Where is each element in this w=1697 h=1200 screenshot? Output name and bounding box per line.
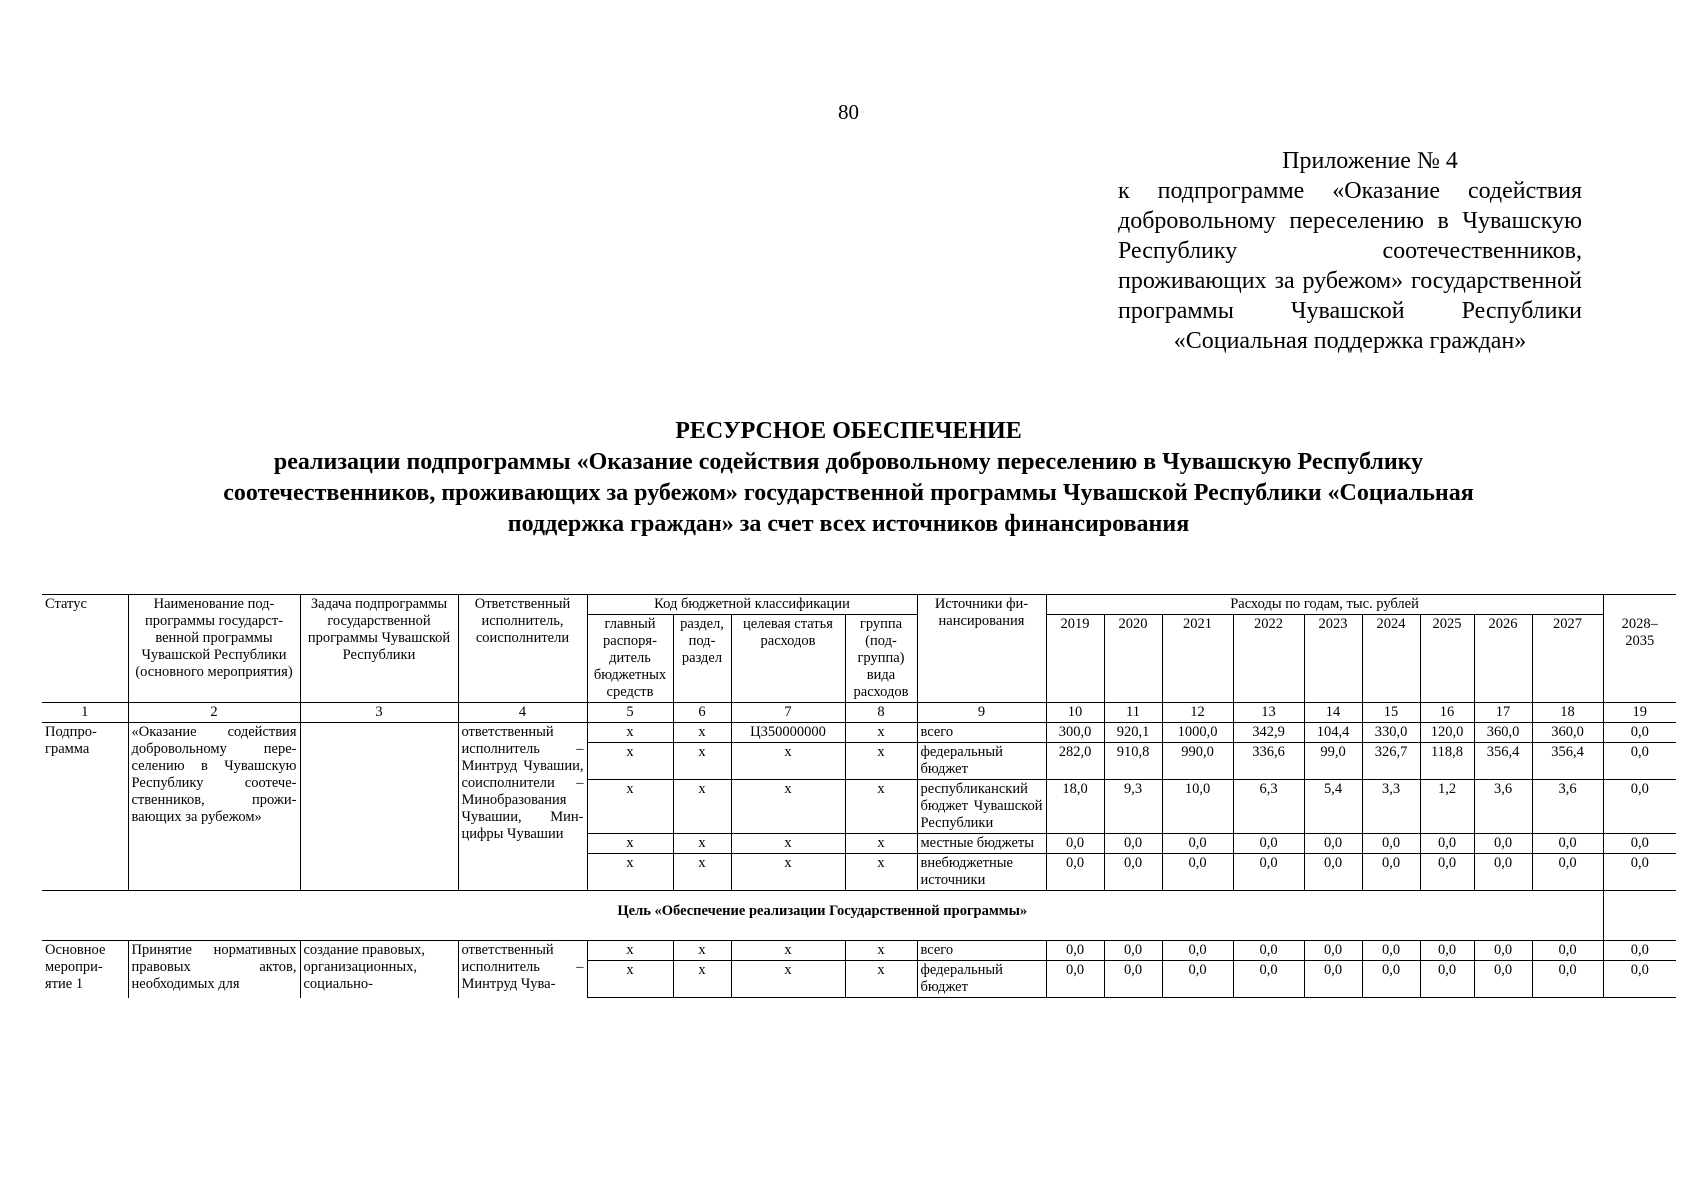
cell-value: 0,0 <box>1362 941 1420 961</box>
cell-value: 3,6 <box>1532 780 1603 834</box>
cell-value: 0,0 <box>1362 834 1420 854</box>
column-number: 8 <box>845 703 917 723</box>
cell-value: 0,0 <box>1162 834 1233 854</box>
header-expenses: Расходы по годам, тыс. рублей <box>1046 595 1603 615</box>
cell-source: внебюджетные источники <box>917 854 1046 891</box>
cell-value: 0,0 <box>1104 941 1162 961</box>
cell-section: x <box>673 780 731 834</box>
event-status: Основное мероприятие 1 <box>42 941 128 998</box>
cell-value: 360,0 <box>1474 723 1532 743</box>
cell-target-article: x <box>731 854 845 891</box>
header-year: 2021 <box>1162 615 1233 703</box>
cell-manager: x <box>587 961 673 998</box>
column-number: 14 <box>1304 703 1362 723</box>
column-number: 11 <box>1104 703 1162 723</box>
cell-value: 104,4 <box>1304 723 1362 743</box>
document-subtitle: реализации подпрограммы «Оказание содействия добровольному переселению в Чувашскую Республику соотечественников, проживающих за рубежом» государственной программы Чувашской Республики «Социальная поддержка граждан» за счет всех источников финансирования <box>223 449 1474 537</box>
header-main-manager: главный распорядитель бюджетных средств <box>587 615 673 703</box>
cell-value: 0,0 <box>1532 961 1603 998</box>
event-name: Принятие нормативных правовых актов, необходимых для <box>128 941 300 998</box>
subprogram-executor: ответственный исполнитель – Минтруд Чувашии, соисполнители – Минобразования Чувашии, Минцифры Чувашии <box>458 723 587 891</box>
header-executor: Ответственный исполнитель, соисполнители <box>458 595 587 703</box>
page-number: 80 <box>838 100 859 124</box>
cell-section: x <box>673 941 731 961</box>
column-number: 10 <box>1046 703 1104 723</box>
column-number: 7 <box>731 703 845 723</box>
cell-value: 1,2 <box>1420 780 1474 834</box>
cell-value: 282,0 <box>1046 743 1104 780</box>
column-number: 4 <box>458 703 587 723</box>
column-number: 19 <box>1603 703 1676 723</box>
header-year: 2028–2035 <box>1603 615 1676 703</box>
appendix-block <box>1118 146 1582 356</box>
cell-value: 5,4 <box>1304 780 1362 834</box>
table-row <box>42 723 1676 743</box>
goal-row <box>42 891 1676 941</box>
cell-target-article: x <box>731 961 845 998</box>
cell-section: x <box>673 723 731 743</box>
cell-value: 300,0 <box>1046 723 1104 743</box>
cell-group: x <box>845 780 917 834</box>
subprogram-name: «Оказание содействия добровольному переселению в Чувашскую Республику соотечественников, проживающих за рубежом» <box>128 723 300 891</box>
cell-value: 18,0 <box>1046 780 1104 834</box>
cell-manager: x <box>587 780 673 834</box>
cell-manager: x <box>587 723 673 743</box>
header-year: 2023 <box>1304 615 1362 703</box>
cell-value: 3,6 <box>1474 780 1532 834</box>
cell-value: 1000,0 <box>1162 723 1233 743</box>
column-number: 5 <box>587 703 673 723</box>
cell-source: федеральный бюджет <box>917 961 1046 998</box>
column-number: 2 <box>128 703 300 723</box>
header-target-article: целевая статья расходов <box>731 615 845 703</box>
header-year: 2022 <box>1233 615 1304 703</box>
cell-value: 0,0 <box>1603 743 1676 780</box>
cell-group: x <box>845 941 917 961</box>
document-title-main: РЕСУРСНОЕ ОБЕСПЕЧЕНИЕ <box>675 418 1022 444</box>
cell-value: 0,0 <box>1474 834 1532 854</box>
cell-source: местные бюджеты <box>917 834 1046 854</box>
cell-target-article: x <box>731 743 845 780</box>
cell-value: 0,0 <box>1420 941 1474 961</box>
cell-value: 360,0 <box>1532 723 1603 743</box>
cell-section: x <box>673 834 731 854</box>
cell-target-article: x <box>731 941 845 961</box>
column-number: 3 <box>300 703 458 723</box>
cell-value: 0,0 <box>1474 854 1532 891</box>
cell-group: x <box>845 961 917 998</box>
appendix-body: к подпрограмме «Оказание содействия добровольному переселению в Чувашскую Республику соотечественников, проживающих за рубежом» государственной программы Чувашской Республики «Социальная поддержка граждан» <box>1118 178 1582 354</box>
header-row-1 <box>42 595 1676 615</box>
header-year: 2019 <box>1046 615 1104 703</box>
cell-value: 342,9 <box>1233 723 1304 743</box>
subprogram-status: Подпрограмма <box>42 723 128 891</box>
column-number: 15 <box>1362 703 1420 723</box>
appendix-title: Приложение № 4 <box>1282 148 1458 174</box>
cell-value: 356,4 <box>1532 743 1603 780</box>
resource-table <box>42 594 1676 998</box>
header-name: Наименование подпрограммы государственной программы Чувашской Республики (основного мероприятия) <box>128 595 300 703</box>
cell-section: x <box>673 961 731 998</box>
cell-target-article: x <box>731 780 845 834</box>
header-year: 2020 <box>1104 615 1162 703</box>
header-expenses-blank <box>1603 595 1676 615</box>
header-year: 2024 <box>1362 615 1420 703</box>
cell-value: 0,0 <box>1233 854 1304 891</box>
cell-value: 120,0 <box>1420 723 1474 743</box>
cell-value: 0,0 <box>1532 941 1603 961</box>
cell-manager: x <box>587 941 673 961</box>
cell-value: 0,0 <box>1474 941 1532 961</box>
cell-value: 0,0 <box>1046 961 1104 998</box>
column-number: 13 <box>1233 703 1304 723</box>
cell-value: 0,0 <box>1046 941 1104 961</box>
column-number: 9 <box>917 703 1046 723</box>
event-task: создание правовых, организационных, социально- <box>300 941 458 998</box>
cell-value: 0,0 <box>1304 941 1362 961</box>
cell-value: 9,3 <box>1104 780 1162 834</box>
cell-value: 0,0 <box>1104 854 1162 891</box>
cell-value: 0,0 <box>1104 961 1162 998</box>
cell-value: 0,0 <box>1420 854 1474 891</box>
cell-value: 0,0 <box>1162 961 1233 998</box>
column-number: 12 <box>1162 703 1233 723</box>
column-number: 18 <box>1532 703 1603 723</box>
cell-value: 356,4 <box>1474 743 1532 780</box>
cell-target-article: Ц350000000 <box>731 723 845 743</box>
cell-value: 0,0 <box>1233 834 1304 854</box>
cell-section: x <box>673 854 731 891</box>
cell-value: 0,0 <box>1304 854 1362 891</box>
cell-group: x <box>845 743 917 780</box>
column-number: 1 <box>42 703 128 723</box>
header-budget-code: Код бюджетной классификации <box>587 595 917 615</box>
header-year: 2025 <box>1420 615 1474 703</box>
cell-source: федеральный бюджет <box>917 743 1046 780</box>
cell-value: 0,0 <box>1046 834 1104 854</box>
cell-value: 0,0 <box>1603 941 1676 961</box>
cell-value: 10,0 <box>1162 780 1233 834</box>
cell-section: x <box>673 743 731 780</box>
cell-value: 330,0 <box>1362 723 1420 743</box>
cell-value: 0,0 <box>1162 941 1233 961</box>
column-number: 17 <box>1474 703 1532 723</box>
header-status: Статус <box>42 595 128 703</box>
cell-value: 0,0 <box>1162 854 1233 891</box>
cell-source: всего <box>917 941 1046 961</box>
cell-value: 99,0 <box>1304 743 1362 780</box>
goal-text: Цель «Обеспечение реализации Государственной программы» <box>42 891 1603 941</box>
cell-manager: x <box>587 854 673 891</box>
cell-value: 0,0 <box>1420 961 1474 998</box>
cell-group: x <box>845 834 917 854</box>
cell-value: 920,1 <box>1104 723 1162 743</box>
cell-manager: x <box>587 834 673 854</box>
cell-value: 0,0 <box>1420 834 1474 854</box>
subprogram-task <box>300 723 458 891</box>
cell-value: 910,8 <box>1104 743 1162 780</box>
cell-value: 0,0 <box>1603 961 1676 998</box>
header-group: группа (подгруппа) вида расходов <box>845 615 917 703</box>
column-number: 6 <box>673 703 731 723</box>
cell-value: 118,8 <box>1420 743 1474 780</box>
cell-value: 0,0 <box>1104 834 1162 854</box>
cell-value: 0,0 <box>1603 723 1676 743</box>
cell-value: 990,0 <box>1162 743 1233 780</box>
cell-value: 6,3 <box>1233 780 1304 834</box>
document-title <box>0 416 1697 540</box>
cell-value: 336,6 <box>1233 743 1304 780</box>
cell-value: 0,0 <box>1046 854 1104 891</box>
header-year: 2027 <box>1532 615 1603 703</box>
header-year: 2026 <box>1474 615 1532 703</box>
cell-value: 0,0 <box>1233 941 1304 961</box>
cell-group: x <box>845 854 917 891</box>
column-number: 16 <box>1420 703 1474 723</box>
cell-value: 0,0 <box>1532 854 1603 891</box>
header-section: раздел, подраздел <box>673 615 731 703</box>
cell-value: 3,3 <box>1362 780 1420 834</box>
cell-value: 0,0 <box>1532 834 1603 854</box>
cell-value: 0,0 <box>1603 780 1676 834</box>
cell-value: 0,0 <box>1362 854 1420 891</box>
cell-value: 0,0 <box>1233 961 1304 998</box>
cell-value: 0,0 <box>1603 854 1676 891</box>
event-executor: ответственный исполнитель – Минтруд Чува- <box>458 941 587 998</box>
table-row <box>42 941 1676 961</box>
column-numbers-row <box>42 703 1676 723</box>
cell-source: всего <box>917 723 1046 743</box>
cell-manager: x <box>587 743 673 780</box>
cell-value: 0,0 <box>1362 961 1420 998</box>
cell-group: x <box>845 723 917 743</box>
cell-source: республиканский бюджет Чувашской Республики <box>917 780 1046 834</box>
goal-blank-cell <box>1603 891 1676 941</box>
cell-value: 0,0 <box>1304 961 1362 998</box>
cell-value: 0,0 <box>1304 834 1362 854</box>
cell-value: 0,0 <box>1603 834 1676 854</box>
cell-target-article: x <box>731 834 845 854</box>
header-task: Задача подпрограммы государственной программы Чувашской Республики <box>300 595 458 703</box>
cell-value: 326,7 <box>1362 743 1420 780</box>
cell-value: 0,0 <box>1474 961 1532 998</box>
header-sources: Источники финансирования <box>917 595 1046 703</box>
